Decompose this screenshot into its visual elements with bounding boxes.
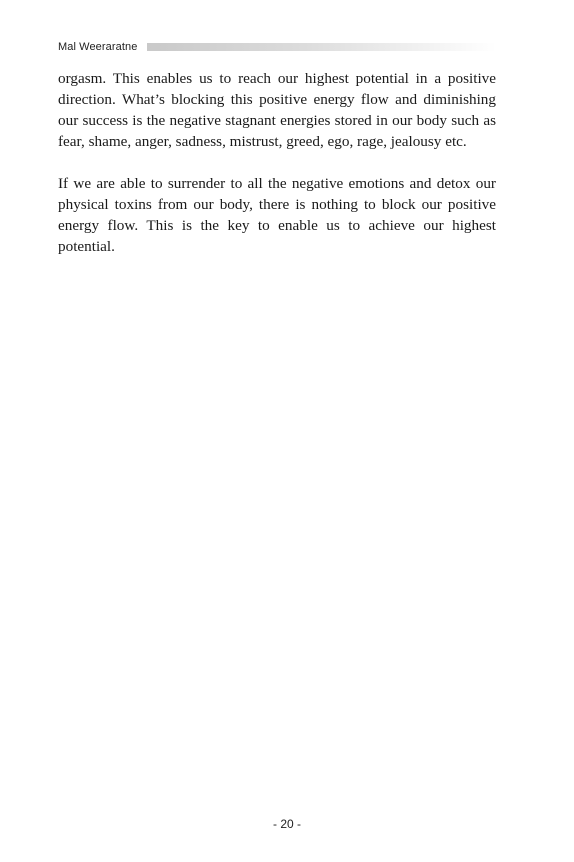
- running-header: [58, 40, 496, 54]
- page-body: [58, 68, 496, 278]
- page-number: - 20 -: [272, 817, 301, 831]
- paragraph: If we are able to surrender to all the negative emotions and detox our physical toxins from our body, there is nothing to block our positive energy flow. This is the key to enable us to achieve our highest potential.: [58, 175, 496, 255]
- header-rule: [147, 43, 496, 51]
- paragraph: orgasm. This enables us to reach our highest potential in a positive direction. What’s blocking this positive energy flow and diminishing our success is the negative stagnant energies stored in our body such as fear, shame, anger, sadness, mistrust, greed, ego, rage, jealousy etc.: [58, 70, 496, 150]
- header-author: Mal Weeraratne: [58, 41, 138, 53]
